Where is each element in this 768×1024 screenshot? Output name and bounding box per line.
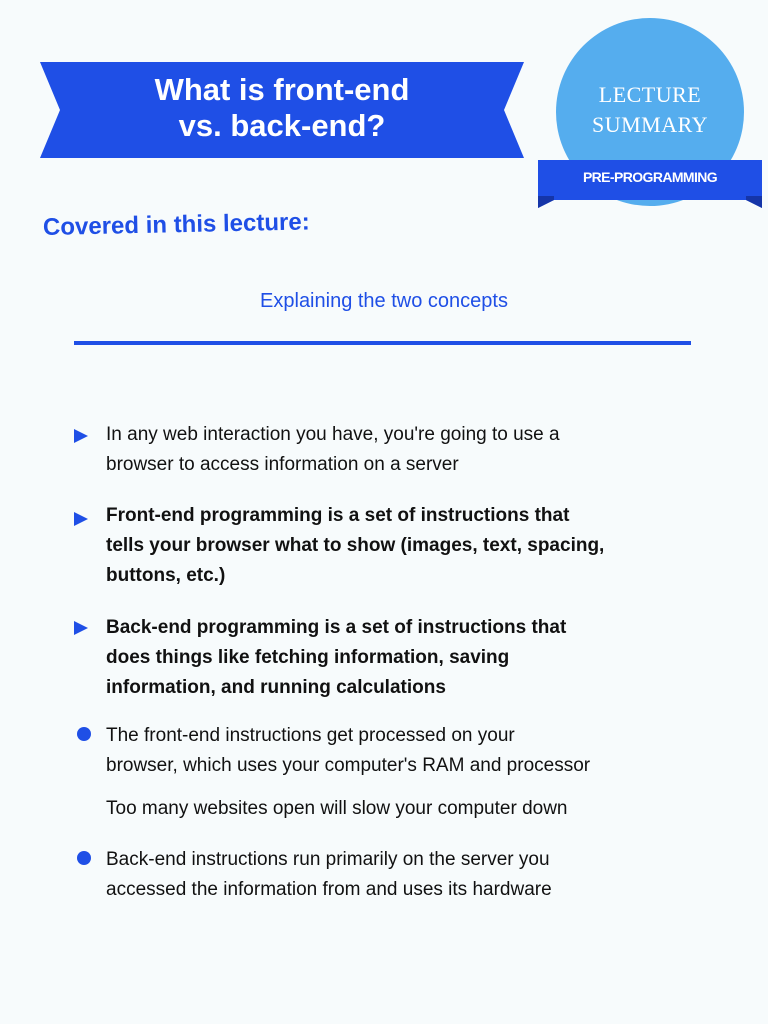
covered-heading: Covered in this lecture: <box>42 208 310 241</box>
triangle-icon <box>74 429 88 443</box>
ribbon-label: PRE-PROGRAMMING <box>582 169 718 185</box>
bullet-line: browser, which uses your computer's RAM and processor <box>106 755 591 776</box>
bullet-item <box>106 794 706 824</box>
bullet-line: does things like fetching information, saving <box>106 647 510 668</box>
badge-line-1: LECTURE <box>598 82 702 107</box>
bullet-item <box>106 501 706 591</box>
ribbon-shape <box>538 160 762 210</box>
badge-line-2: SUMMARY <box>592 112 708 137</box>
dot-icon <box>77 851 91 865</box>
category-ribbon <box>538 160 762 210</box>
triangle-icon <box>74 621 88 635</box>
bullet-line: accessed the information from and uses its hardware <box>106 879 552 900</box>
bullet-line: tells your browser what to show (images, text, spacing, <box>106 535 605 556</box>
bullet-line: In any web interaction you have, you're going to use a <box>106 424 560 445</box>
badge-text <box>556 80 744 140</box>
bullet-item <box>106 721 706 781</box>
triangle-icon <box>74 512 88 526</box>
bullet-line: browser to access information on a server <box>106 454 459 475</box>
subtitle: Explaining the two concepts <box>260 290 508 312</box>
divider <box>74 341 691 345</box>
bullet-line: Back-end programming is a set of instructions that <box>106 617 567 638</box>
title-line-2: vs. back-end? <box>178 108 386 143</box>
title-line-1: What is front-end <box>154 72 410 107</box>
bullet-item <box>106 613 706 703</box>
bullet-item <box>106 420 706 480</box>
bullet-line: buttons, etc.) <box>106 565 226 586</box>
bullet-item <box>106 845 706 905</box>
title-banner <box>40 62 524 158</box>
bullet-line: The front-end instructions get processed on your <box>106 725 515 746</box>
bullet-line: Front-end programming is a set of instructions that <box>106 505 570 526</box>
page-title <box>100 72 464 144</box>
bullet-line: information, and running calculations <box>106 677 446 698</box>
bullet-line: Too many websites open will slow your computer down <box>106 798 568 819</box>
bullet-line: Back-end instructions run primarily on the server you <box>106 849 550 870</box>
dot-icon <box>77 727 91 741</box>
